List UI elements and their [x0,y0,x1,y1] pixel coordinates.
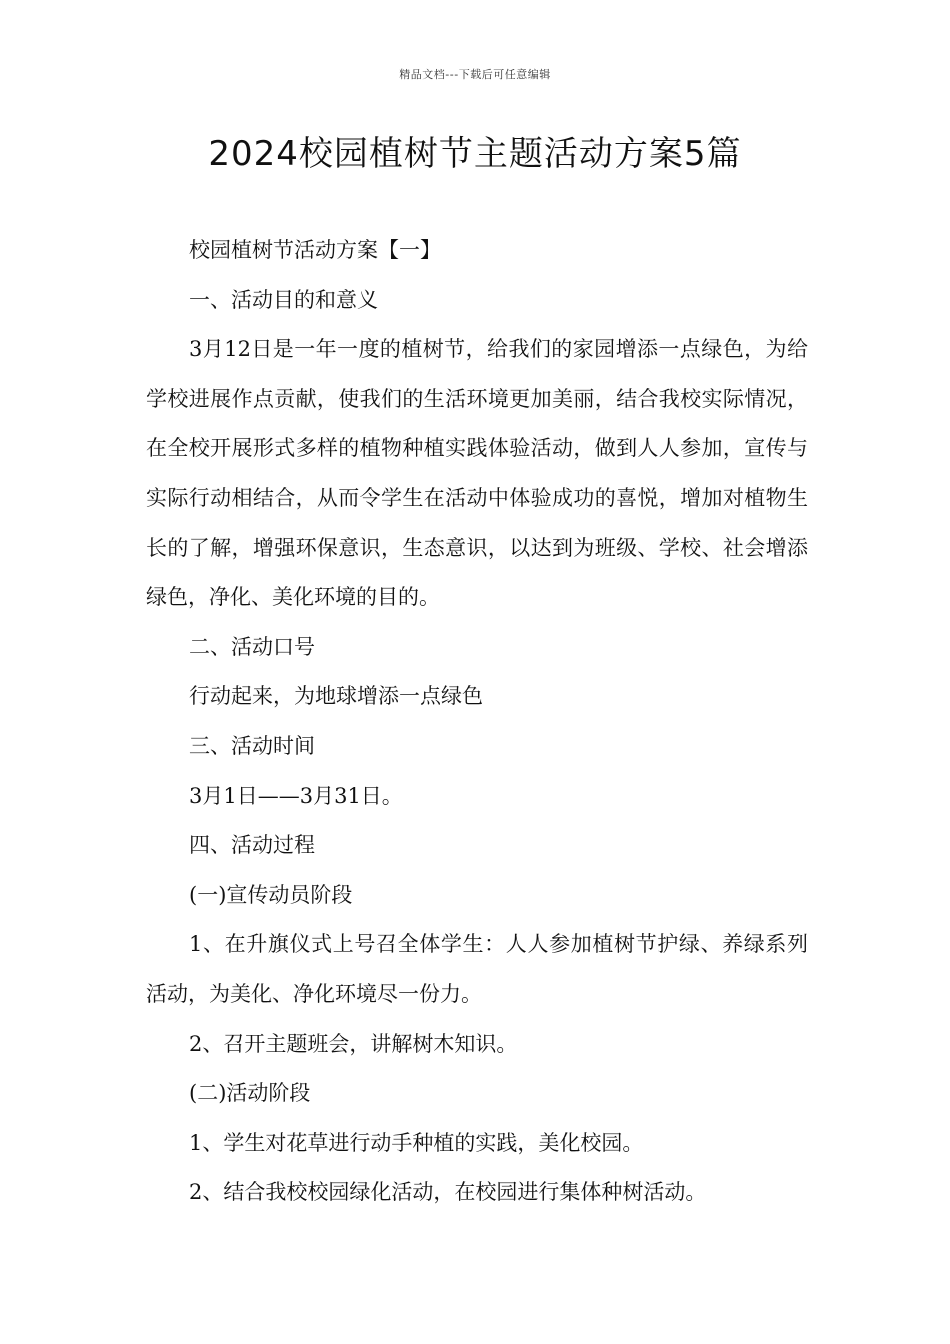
heading-process: 四、活动过程 [189,833,315,858]
heading-time: 三、活动时间 [189,733,315,758]
document-title: 2024校园植树节主题活动方案5篇 [208,134,742,174]
paragraph-purpose: 3月12日是一年一度的植树节，给我们的家园增添一点绿色，为给学校进展作点贡献，使我们的生活环境更加美丽，结合我校实际情况，在全校开展形式多样的植物种植实践体验活动，做到人人参加，宣传与实际行动相结合，从而令学生在活动中体验成功的喜悦，增加对植物生长的了解，增强环保意识，生态意识，以达到为班级、学校、社会增添绿色，净化、美化环境的目的。 [146,337,808,610]
list-item-planting-practice: 1、学生对花草进行动手种植的实践，美化校园。 [189,1130,644,1155]
page-header-note: 精品文档---下载后可任意编辑 [399,68,551,81]
paragraph-slogan: 行动起来，为地球增添一点绿色 [189,684,483,709]
list-item-class-meeting: 2、召开主题班会，讲解树木知识。 [189,1031,518,1056]
subheading-publicity-stage: (一)宣传动员阶段 [189,882,353,907]
list-item-flag-ceremony: 1、在升旗仪式上号召全体学生：人人参加植树节护绿、养绿系列活动，为美化、净化环境尽一份力。 [146,932,808,1006]
subheading-activity-stage: (二)活动阶段 [189,1081,311,1106]
document-body [146,226,808,1218]
section-heading-plan-one: 校园植树节活动方案【一】 [189,238,441,262]
list-item-tree-planting: 2、结合我校校园绿化活动，在校园进行集体种树活动。 [189,1180,707,1205]
heading-slogan: 二、活动口号 [189,634,315,659]
heading-purpose: 一、活动目的和意义 [189,287,378,312]
paragraph-time: 3月1日——3月31日。 [189,783,403,808]
